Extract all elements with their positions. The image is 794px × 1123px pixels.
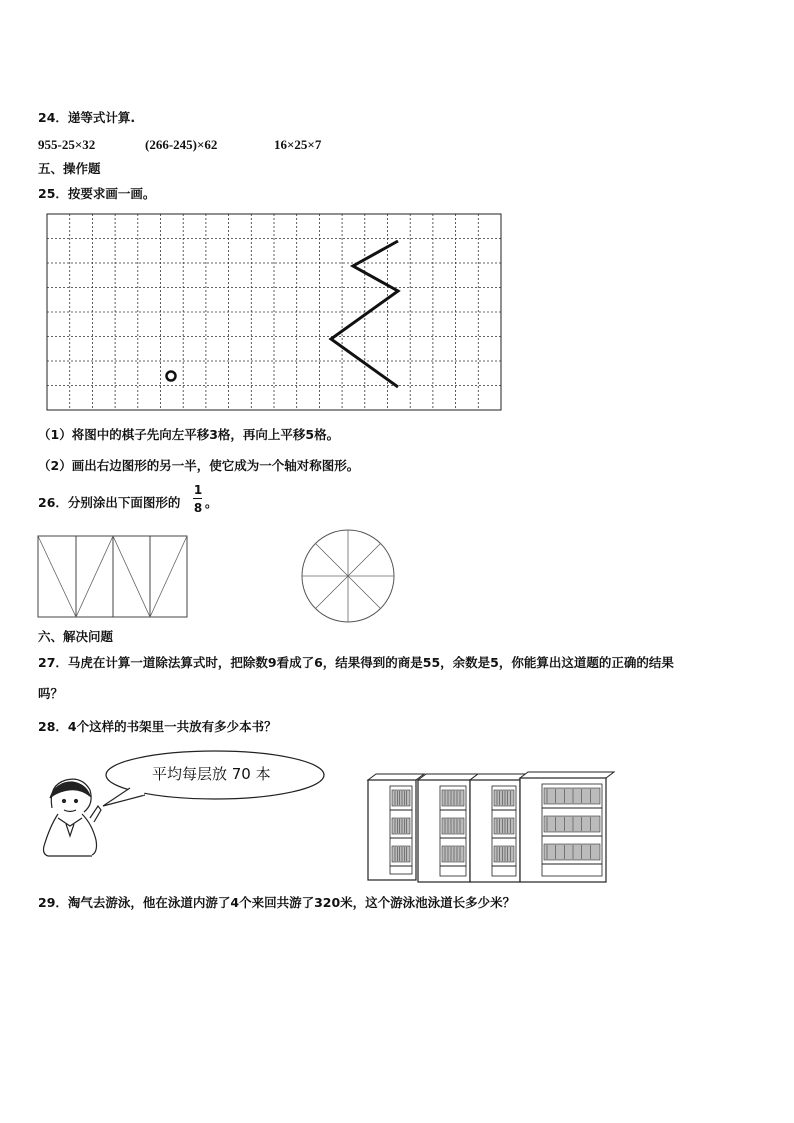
q25-task-1: （1）将图中的棋子先向左平移3格，再向上平移5格。 [38, 427, 340, 442]
section-6-heading: 六、解决问题 [38, 629, 114, 644]
q27-line-1: 27．马虎在计算一道除法算式时，把除数9看成了6，结果得到的商是55，余数是5，你能算出这道题的正确的结果 [38, 655, 674, 670]
q26-fraction-denominator: 8 [193, 501, 203, 515]
q24-title: 24．递等式计算. [38, 110, 136, 125]
speech-bubble-text: 平均每层放 70 本 [152, 765, 271, 783]
q25-task-2: （2）画出右边图形的另一半，使它成为一个轴对称图形。 [38, 458, 360, 473]
q24-expr-3: 16×25×7 [274, 137, 322, 152]
q25-title: 25．按要求画一画。 [38, 186, 156, 201]
section-5-heading: 五、操作题 [38, 161, 101, 176]
q24-expr-1: 955-25×32 [38, 137, 96, 152]
q29-title: 29．淘气去游泳，他在泳道内游了4个来回共游了320米，这个游泳池泳道长多少米？ [38, 895, 516, 910]
q27-line-2: 吗？ [38, 686, 64, 701]
q26-title-end: 。 [205, 495, 218, 510]
q24-expr-2: (266-245)×62 [145, 137, 218, 152]
q28-title: 28．4个这样的书架里一共放有多少本书？ [38, 719, 277, 734]
q26-title: 26．分别涂出下面图形的 [38, 495, 181, 510]
q26-fraction-numerator: 1 [193, 483, 203, 497]
